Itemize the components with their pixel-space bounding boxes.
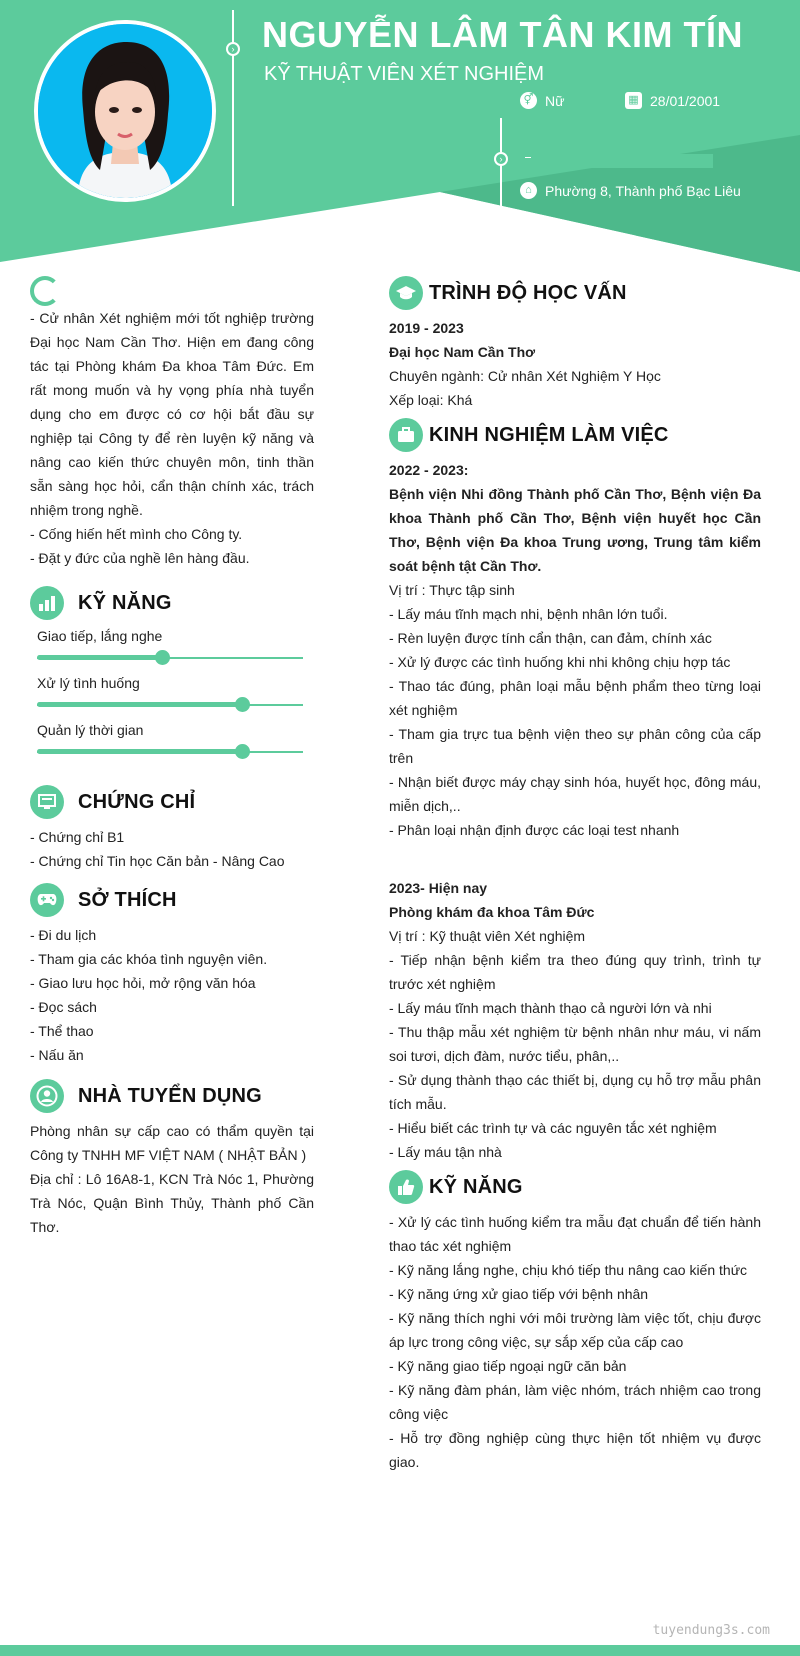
hobby-item: - Đi du lịch	[30, 927, 97, 943]
skill-item	[30, 720, 314, 767]
gender-icon: ⚥	[520, 92, 537, 109]
skill-knob	[155, 650, 170, 665]
gamepad-icon	[30, 883, 64, 917]
referee-line: Địa chỉ : Lô 16A8-1, KCN Trà Nóc 1, Phường Trà Nóc, Quận Bình Thủy, Thành phố Cần Thơ.	[30, 1171, 314, 1235]
right-column	[389, 276, 761, 1474]
hobby-item: - Giao lưu học hỏi, mở rộng văn hóa	[30, 975, 256, 991]
job-period: 2023- Hiện nay	[389, 880, 488, 896]
briefcase-icon	[389, 418, 423, 452]
home-icon: ⌂	[520, 182, 537, 199]
skill-text-item: - Kỹ năng thích nghi với môi trường làm việc tốt, chịu được áp lực trong công việc, sự sắp xếp của cấp cao	[389, 1310, 761, 1350]
education-grade: Xếp loại: Khá	[389, 392, 473, 408]
skill-text-item: - Hỗ trợ đồng nghiệp cùng thực hiện tốt nhiệm vụ được giao.	[389, 1430, 761, 1470]
skill-label: Xử lý tình huống	[37, 675, 140, 691]
job-organization: Phòng khám đa khoa Tâm Đức	[389, 904, 595, 920]
birthday-info	[625, 92, 720, 109]
skill-item	[30, 626, 314, 673]
redacted-contact	[528, 154, 713, 168]
thumbs-up-icon	[389, 1170, 423, 1204]
address-info	[520, 182, 741, 199]
divider	[525, 157, 531, 158]
skill-knob	[235, 697, 250, 712]
skill-text-item: - Kỹ năng lắng nghe, chịu khó tiếp thu nâng cao kiến thức	[389, 1262, 748, 1278]
skill-fill	[37, 702, 242, 707]
candidate-name: NGUYỄN LÂM TÂN KIM TÍN	[262, 14, 743, 55]
chevron-right-icon: ›	[494, 152, 508, 166]
gender-value: Nữ	[545, 92, 565, 109]
job-task: - Lấy máu tĩnh mạch nhi, bệnh nhân lớn tuổi.	[389, 606, 668, 622]
education-major: Chuyên ngành: Cử nhân Xét Nghiệm Y Học	[389, 368, 661, 384]
chevron-right-icon: ›	[226, 42, 240, 56]
skill-fill	[37, 749, 242, 754]
job-task: - Thao tác đúng, phân loại mẫu bệnh phẩm theo từng loại xét nghiệm	[389, 678, 761, 718]
hobby-item: - Đọc sách	[30, 999, 97, 1015]
skills-left-header	[30, 586, 314, 620]
avatar	[34, 20, 216, 202]
hobbies-list	[30, 923, 314, 1067]
experience-job	[389, 876, 761, 1164]
job-task: - Phân loại nhận định được các loại test nhanh	[389, 822, 680, 838]
objective-icon	[30, 276, 60, 306]
job-period: 2022 - 2023:	[389, 462, 469, 478]
skill-text-item: - Xử lý các tình huống kiểm tra mẫu đạt chuẩn để tiến hành thao tác xét nghiệm	[389, 1214, 761, 1254]
job-title: KỸ THUẬT VIÊN XÉT NGHIỆM	[264, 63, 545, 85]
watermark: tuyendung3s.com	[652, 1623, 770, 1638]
job-task: - Tham gia trực tua bệnh viện theo sự phân công của cấp trên	[389, 726, 761, 766]
experience-header	[389, 418, 761, 452]
skill-track	[37, 704, 303, 706]
hobby-item: - Thể thao	[30, 1023, 94, 1039]
skill-knob	[235, 744, 250, 759]
objective-line: - Đặt y đức của nghề lên hàng đầu.	[30, 550, 250, 566]
objective-text	[30, 306, 314, 570]
certificate-item: - Chứng chỉ B1	[30, 829, 125, 845]
referee-line: Phòng nhân sự cấp cao có thẩm quyền tại Công ty TNHH MF VIỆT NAM ( NHẬT BẢN )	[30, 1123, 314, 1163]
job-position: Vị trí : Thực tập sinh	[389, 582, 515, 598]
education-header	[389, 276, 761, 310]
job-task: - Thu thập mẫu xét nghiệm từ bệnh nhân như máu, vi nấm soi tươi, dịch đàm, nước tiểu, phân,..	[389, 1024, 761, 1064]
skill-fill	[37, 655, 162, 660]
section-title: NHÀ TUYỂN DỤNG	[78, 1084, 262, 1107]
objective-header	[30, 276, 314, 310]
job-task: - Xử lý được các tình huống khi nhi không chịu hợp tác	[389, 654, 731, 670]
referee-header	[30, 1079, 314, 1113]
skills-right-header	[389, 1170, 761, 1204]
skill-text-item: - Kỹ năng ứng xử giao tiếp với bệnh nhân	[389, 1286, 649, 1302]
bar-chart-icon	[30, 586, 64, 620]
skill-track	[37, 657, 303, 659]
objective-line: - Cống hiến hết mình cho Công ty.	[30, 526, 243, 542]
certificates-header	[30, 785, 314, 819]
certificate-icon	[30, 785, 64, 819]
skill-label: Quản lý thời gian	[37, 722, 144, 738]
birthday-value: 28/01/2001	[650, 92, 721, 109]
calendar-icon: ▦	[625, 92, 642, 109]
section-title: KỸ NĂNG	[429, 1175, 523, 1198]
section-title: SỞ THÍCH	[78, 888, 177, 911]
header-timeline-line	[232, 10, 234, 206]
job-position: Vị trí : Kỹ thuật viên Xét nghiệm	[389, 928, 586, 944]
certificate-item: - Chứng chỉ Tin học Căn bản - Nâng Cao	[30, 853, 285, 869]
graduation-cap-icon	[389, 276, 423, 310]
referee-text	[30, 1119, 314, 1239]
hobbies-header	[30, 883, 314, 917]
experience-job	[389, 458, 761, 842]
education-school: Đại học Nam Cần Thơ	[389, 344, 536, 360]
skill-track	[37, 751, 303, 753]
hobby-item: - Tham gia các khóa tình nguyện viên.	[30, 951, 268, 967]
skill-item	[30, 673, 314, 720]
skill-text-item: - Kỹ năng đàm phán, làm việc nhóm, trách nhiệm cao trong công việc	[389, 1382, 761, 1422]
section-title: KỸ NĂNG	[78, 591, 172, 614]
skill-text-item: - Kỹ năng giao tiếp ngoại ngữ căn bản	[389, 1358, 627, 1374]
section-title: TRÌNH ĐỘ HỌC VẤN	[429, 281, 627, 304]
certificates-list	[30, 825, 314, 873]
job-task: - Lấy máu tận nhà	[389, 1144, 502, 1160]
job-task: - Nhận biết được máy chạy sinh hóa, huyết học, đông máu, miễn dịch,..	[389, 774, 761, 814]
objective-line: - Cử nhân Xét nghiệm mới tốt nghiệp trường Đại học Nam Cần Thơ. Hiện em đang công tác tại Phòng khám Đa khoa Tâm Đức. Em rất mong muốn và hy vọng phía nhà tuyển dụng cho em được có cơ hội bắt đầu sự nghiệp tại Công ty để rèn luyện kỹ năng và nâng cao kiến thức chuyên môn, tinh thần sẵn sàng học hỏi, cẩn thận chính xác, trách nhiệm trong nghề.	[30, 310, 314, 518]
job-task: - Hiểu biết các trình tự và các nguyên tắc xét nghiệm	[389, 1120, 717, 1136]
left-column	[30, 276, 314, 1239]
address-value: Phường 8, Thành phố Bạc Liêu	[545, 182, 741, 199]
job-task: - Sử dụng thành thạo các thiết bị, dụng cụ hỗ trợ mẫu phân tích mẫu.	[389, 1072, 761, 1112]
section-title: CHỨNG CHỈ	[78, 790, 196, 813]
education-body	[389, 316, 761, 412]
skill-label: Giao tiếp, lắng nghe	[37, 628, 163, 644]
skill-bars	[30, 626, 314, 767]
gender-info	[520, 92, 564, 109]
footer-bar	[0, 1645, 800, 1656]
job-organization: Bệnh viện Nhi đồng Thành phố Cần Thơ, Bệnh viện Đa khoa Thành phố Cần Thơ, Bệnh viện huyết học Cần Thơ, Bệnh viện Đa khoa Trung ương, Trung tâm kiểm soát bệnh tật Cần Thơ.	[389, 486, 761, 574]
section-title: KINH NGHIỆM LÀM VIỆC	[429, 423, 669, 446]
hobby-item: - Nấu ăn	[30, 1047, 84, 1063]
portrait-photo	[38, 24, 212, 198]
job-task: - Tiếp nhận bệnh kiểm tra theo đúng quy trình, trình tự trước xét nghiệm	[389, 952, 761, 992]
job-task: - Rèn luyện được tính cẩn thận, can đảm, chính xác	[389, 630, 712, 646]
education-period: 2019 - 2023	[389, 320, 464, 336]
job-task: - Lấy máu tĩnh mạch thành thạo cả người lớn và nhi	[389, 1000, 712, 1016]
skills-right-list	[389, 1210, 761, 1474]
user-icon	[30, 1079, 64, 1113]
